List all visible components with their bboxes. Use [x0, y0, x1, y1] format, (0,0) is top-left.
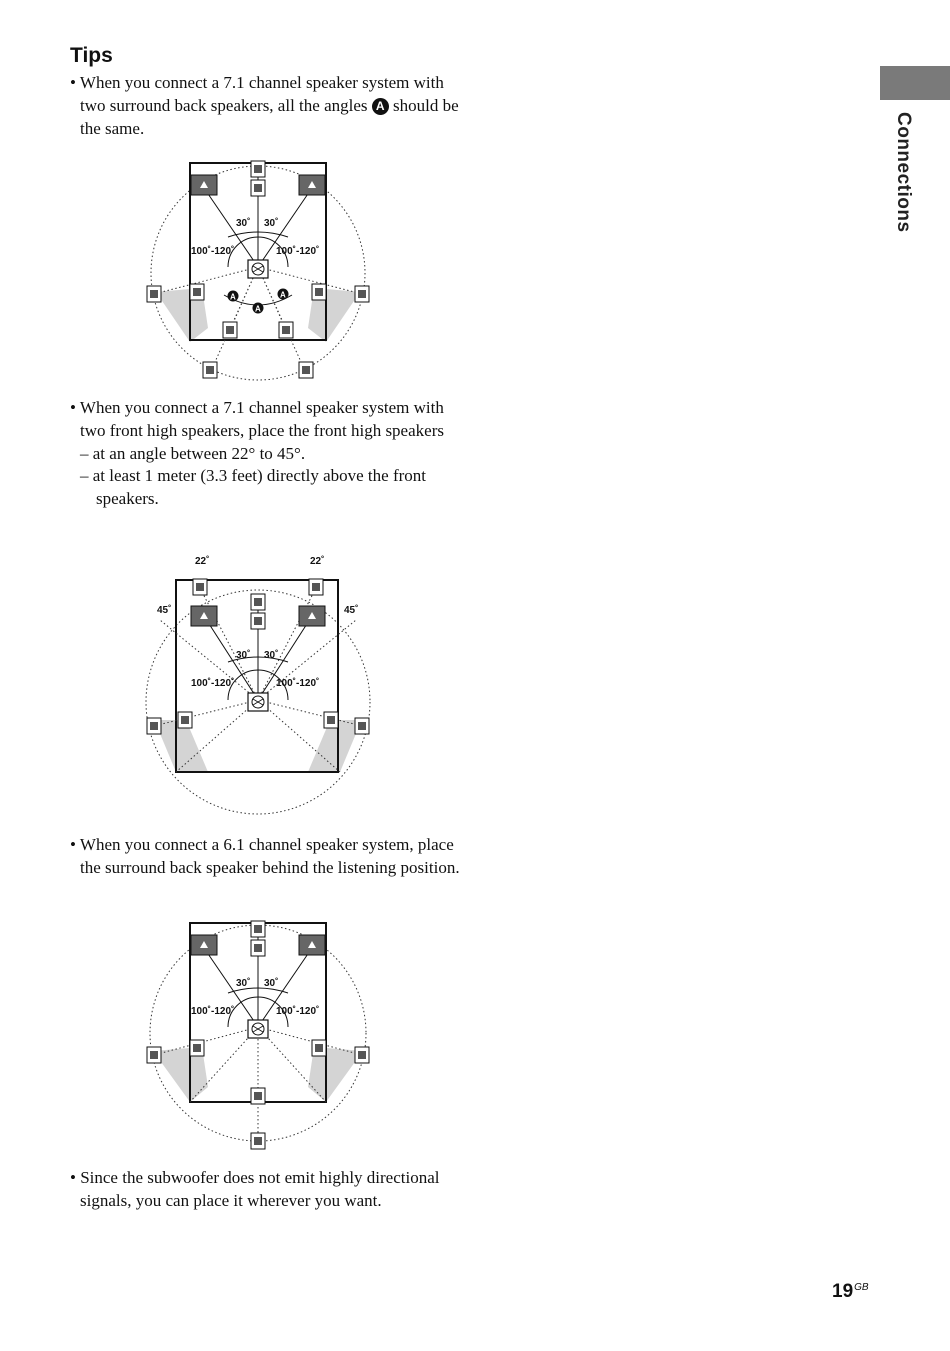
svg-text:A: A — [230, 292, 236, 302]
tip-text: • When you connect a 7.1 channel speaker system with two front high speakers, place the front high speakers — [70, 398, 444, 440]
angle-label: 45˚ — [344, 605, 359, 616]
tip-dash-item: – at least 1 meter (3.3 feet) directly above the front speakers. — [80, 466, 426, 509]
angle-label: 30˚ — [236, 978, 251, 989]
section-heading: Tips — [70, 44, 113, 67]
angle-label: 100˚-120˚ — [276, 1006, 320, 1017]
angle-label: 30˚ — [236, 218, 251, 229]
angle-label: 22˚ — [310, 556, 325, 567]
angle-label: 30˚ — [264, 218, 279, 229]
page-number-value: 19 — [832, 1281, 854, 1302]
marker-a-icon — [278, 289, 289, 300]
tip-text: • When you connect a 6.1 channel speaker system, place the surround back speaker behind the listening position. — [70, 835, 460, 877]
angle-label: 45˚ — [157, 605, 172, 616]
angle-label: 100˚-120˚ — [191, 246, 235, 257]
tip-subwoofer — [70, 1167, 460, 1213]
section-tab — [880, 66, 950, 100]
angle-label: 30˚ — [264, 650, 279, 661]
tip-text: • Since the subwoofer does not emit highly directional signals, you can place it wherever you want. — [70, 1168, 440, 1210]
angle-label: 22˚ — [195, 556, 210, 567]
page-number-suffix: GB — [854, 1282, 869, 1293]
tip-6-1-channel — [70, 834, 460, 880]
section-side-label: Connections — [893, 112, 914, 233]
angle-label: 30˚ — [264, 978, 279, 989]
tip-dash-item: – at an angle between 22° to 45°. — [80, 443, 306, 463]
angle-label: 100˚-120˚ — [191, 1006, 235, 1017]
tip-surround-back — [70, 72, 460, 140]
marker-a-icon — [228, 291, 239, 302]
page-number — [832, 1281, 869, 1303]
svg-text:A: A — [255, 304, 261, 314]
speaker-diagram-surround-back — [140, 155, 380, 385]
angle-label: 100˚-120˚ — [276, 246, 320, 257]
marker-a-icon: A — [372, 98, 389, 115]
tip-text-end: should be the same. — [80, 95, 459, 138]
marker-a-icon — [253, 303, 264, 314]
speaker-diagram-front-high — [140, 550, 380, 820]
svg-text:A: A — [280, 290, 286, 300]
angle-label: 30˚ — [236, 650, 251, 661]
speaker-diagram-6-1 — [140, 915, 380, 1150]
angle-label: 100˚-120˚ — [276, 678, 320, 689]
angle-label: 100˚-120˚ — [191, 678, 235, 689]
tip-front-high — [70, 397, 460, 511]
tip-text: • When you connect a 7.1 channel speaker system with two surround back speakers, all the angles — [70, 73, 444, 115]
